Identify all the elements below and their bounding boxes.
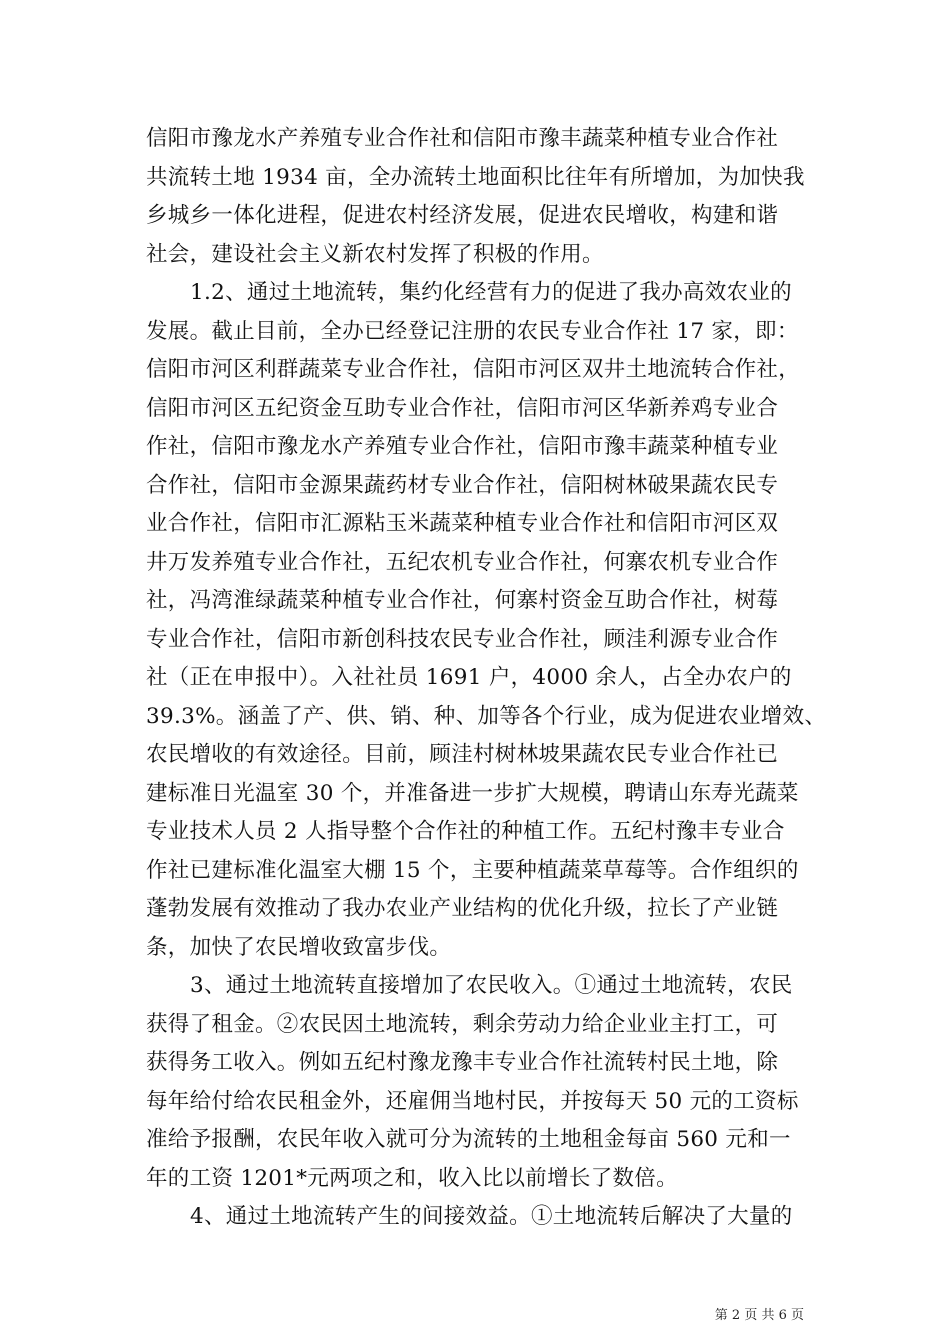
body-text	[146, 120, 827, 1237]
text-line: 获得务工收入。例如五纪村豫龙豫丰专业合作社流转村民土地，除	[146, 1050, 779, 1075]
text-line: 建标准日光温室 30 个，并准备进一步扩大规模，聘请山东寿光蔬菜	[146, 780, 799, 806]
text-line: 井万发养殖专业合作社，五纪农机专业合作社，何寨农机专业合作	[146, 549, 779, 575]
text-line: 合作社，信阳市金源果蔬药材专业合作社，信阳树林破果蔬农民专	[146, 472, 779, 498]
text-line: 条，加快了农民增收致富步伐。	[146, 934, 452, 960]
text-line: 业合作社，信阳市汇源粘玉米蔬菜种植专业合作社和信阳市河区双	[146, 511, 779, 536]
text-line: 专业合作社，信阳市新创科技农民专业合作社，顾洼利源专业合作	[146, 626, 779, 652]
text-line: 39.3%。涵盖了产、供、销、种、加等各个行业，成为促进农业增效、	[146, 703, 827, 729]
page-number: 第 2 页 共 6 页	[714, 1308, 804, 1323]
text-line: 信阳市河区五纪资金互助专业合作社，信阳市河区华新养鸡专业合	[146, 395, 779, 421]
text-line: 1.2、通过土地流转，集约化经营有力的促进了我办高效农业的	[190, 280, 792, 305]
text-line: 社会，建设社会主义新农村发挥了积极的作用。	[146, 241, 604, 267]
text-line: 信阳市豫龙水产养殖专业合作社和信阳市豫丰蔬菜种植专业合作社	[146, 126, 779, 151]
text-line: 共流转土地 1934 亩，全办流转土地面积比往年有所增加，为加快我	[146, 164, 805, 190]
text-line: 信阳市河区利群蔬菜专业合作社，信阳市河区双井土地流转合作社，	[146, 357, 801, 382]
text-line: 农民增收的有效途径。目前，顾洼村树林坡果蔬农民专业合作社已	[146, 742, 779, 767]
text-line: 蓬勃发展有效推动了我办农业产业结构的优化升级，拉长了产业链	[146, 896, 779, 921]
text-line: 年的工资 1201*元两项之和，收入比以前增长了数倍。	[146, 1165, 678, 1191]
text-line: 每年给付给农民租金外，还雇佣当地村民，并按每天 50 元的工资标	[146, 1088, 799, 1114]
text-line: 社（正在申报中）。入社社员 1691 户，4000 余人，占全办农户的	[146, 665, 792, 690]
text-line: 作社已建标准化温室大棚 15 个，主要种植蔬菜草莓等。合作组织的	[146, 857, 799, 883]
text-line: 3、通过土地流转直接增加了农民收入。①通过土地流转，农民	[190, 973, 793, 998]
text-line: 获得了租金。②农民因土地流转，剩余劳动力给企业业主打工，可	[146, 1011, 779, 1037]
text-line: 发展。截止目前，全办已经登记注册的农民专业合作社 17 家，即：	[146, 318, 799, 344]
text-line: 乡城乡一体化进程，促进农村经济发展，促进农民增收，构建和谐	[146, 203, 779, 228]
text-line: 社，冯湾淮绿蔬菜种植专业合作社，何寨村资金互助合作社，树莓	[146, 588, 779, 613]
text-line: 专业技术人员 2 人指导整个合作社的种植工作。五纪村豫丰专业合	[146, 819, 785, 844]
text-line: 作社，信阳市豫龙水产养殖专业合作社，信阳市豫丰蔬菜种植专业	[146, 434, 779, 459]
text-line: 4、通过土地流转产生的间接效益。①土地流转后解决了大量的	[190, 1204, 793, 1229]
text-line: 准给予报酬，农民年收入就可分为流转的土地租金每亩 560 元和一	[146, 1127, 791, 1152]
